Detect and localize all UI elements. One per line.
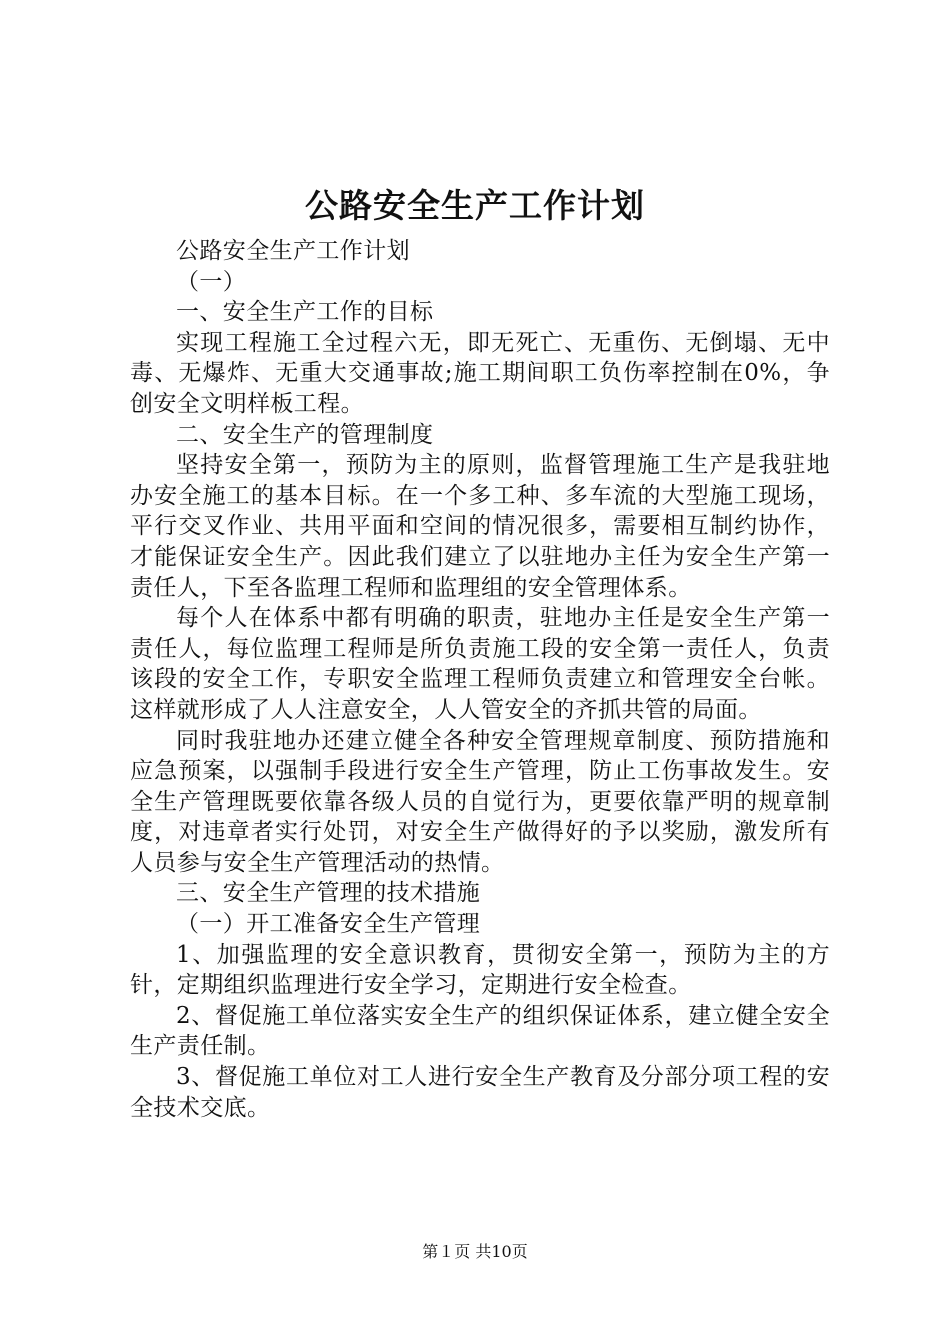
document-body [130, 236, 830, 1123]
page-footer: 第１页 共10页 [422, 1242, 528, 1261]
heading-management-system: 二、安全生产的管理制度 [176, 421, 434, 448]
paragraph-subtitle: 公路安全生产工作计划 [176, 238, 410, 264]
list-item-3: 3、督促施工单位对工人进行安全生产教育及分部分项工程的安全技术交底。 [130, 1064, 830, 1121]
paragraph-regulations: 同时我驻地办还建立健全各种安全管理规章制度、预防措施和应急预案，以强制手段进行安全生产管理，防止工伤事故发生。安全生产管理既要依靠各级人员的自觉行为，更要依靠严明的规章制度，对违章者实行处罚，对安全生产做得好的予以奖励，激发所有人员参与安全生产管理活动的热情。 [130, 727, 830, 876]
paragraph-responsibilities: 每个人在体系中都有明确的职责，驻地办主任是安全生产第一责任人，每位监理工程师是所负责施工段的安全第一责任人，负责该段的安全工作，专职安全监理工程师负责建立和管理安全台帐。这样就形成了人人注意安全，人人管安全的齐抓共管的局面。 [130, 605, 830, 723]
list-item-1: 1、加强监理的安全意识教育，贯彻安全第一，预防为主的方针，定期组织监理进行安全学习，定期进行安全检查。 [130, 941, 830, 999]
paragraph-goals: 实现工程施工全过程六无，即无死亡、无重伤、无倒塌、无中毒、无爆炸、无重大交通事故;施工期间职工负伤率控制在0%，争创安全文明样板工程。 [130, 329, 830, 417]
heading-safety-goals: 一、安全生产工作的目标 [176, 299, 434, 326]
list-item-2: 2、督促施工单位落实安全生产的组织保证体系，建立健全安全生产责任制。 [130, 1002, 830, 1060]
paragraph-section-marker: （一） [176, 268, 247, 295]
document-title: 公路安全生产工作计划 [305, 186, 645, 225]
paragraph-management-principle: 坚持安全第一，预防为主的原则，监督管理施工生产是我驻地办安全施工的基本目标。在一个多工种、多车流的大型施工现场，平行交叉作业、共用平面和空间的情况很多，需要相互制约协作，才能保证安全生产。因此我们建立了以驻地办主任为安全生产第一责任人，下至各监理工程师和监理组的安全管理体系。 [130, 452, 830, 601]
heading-preparation-management: （一）开工准备安全生产管理 [176, 911, 481, 938]
heading-technical-measures: 三、安全生产管理的技术措施 [176, 880, 481, 907]
